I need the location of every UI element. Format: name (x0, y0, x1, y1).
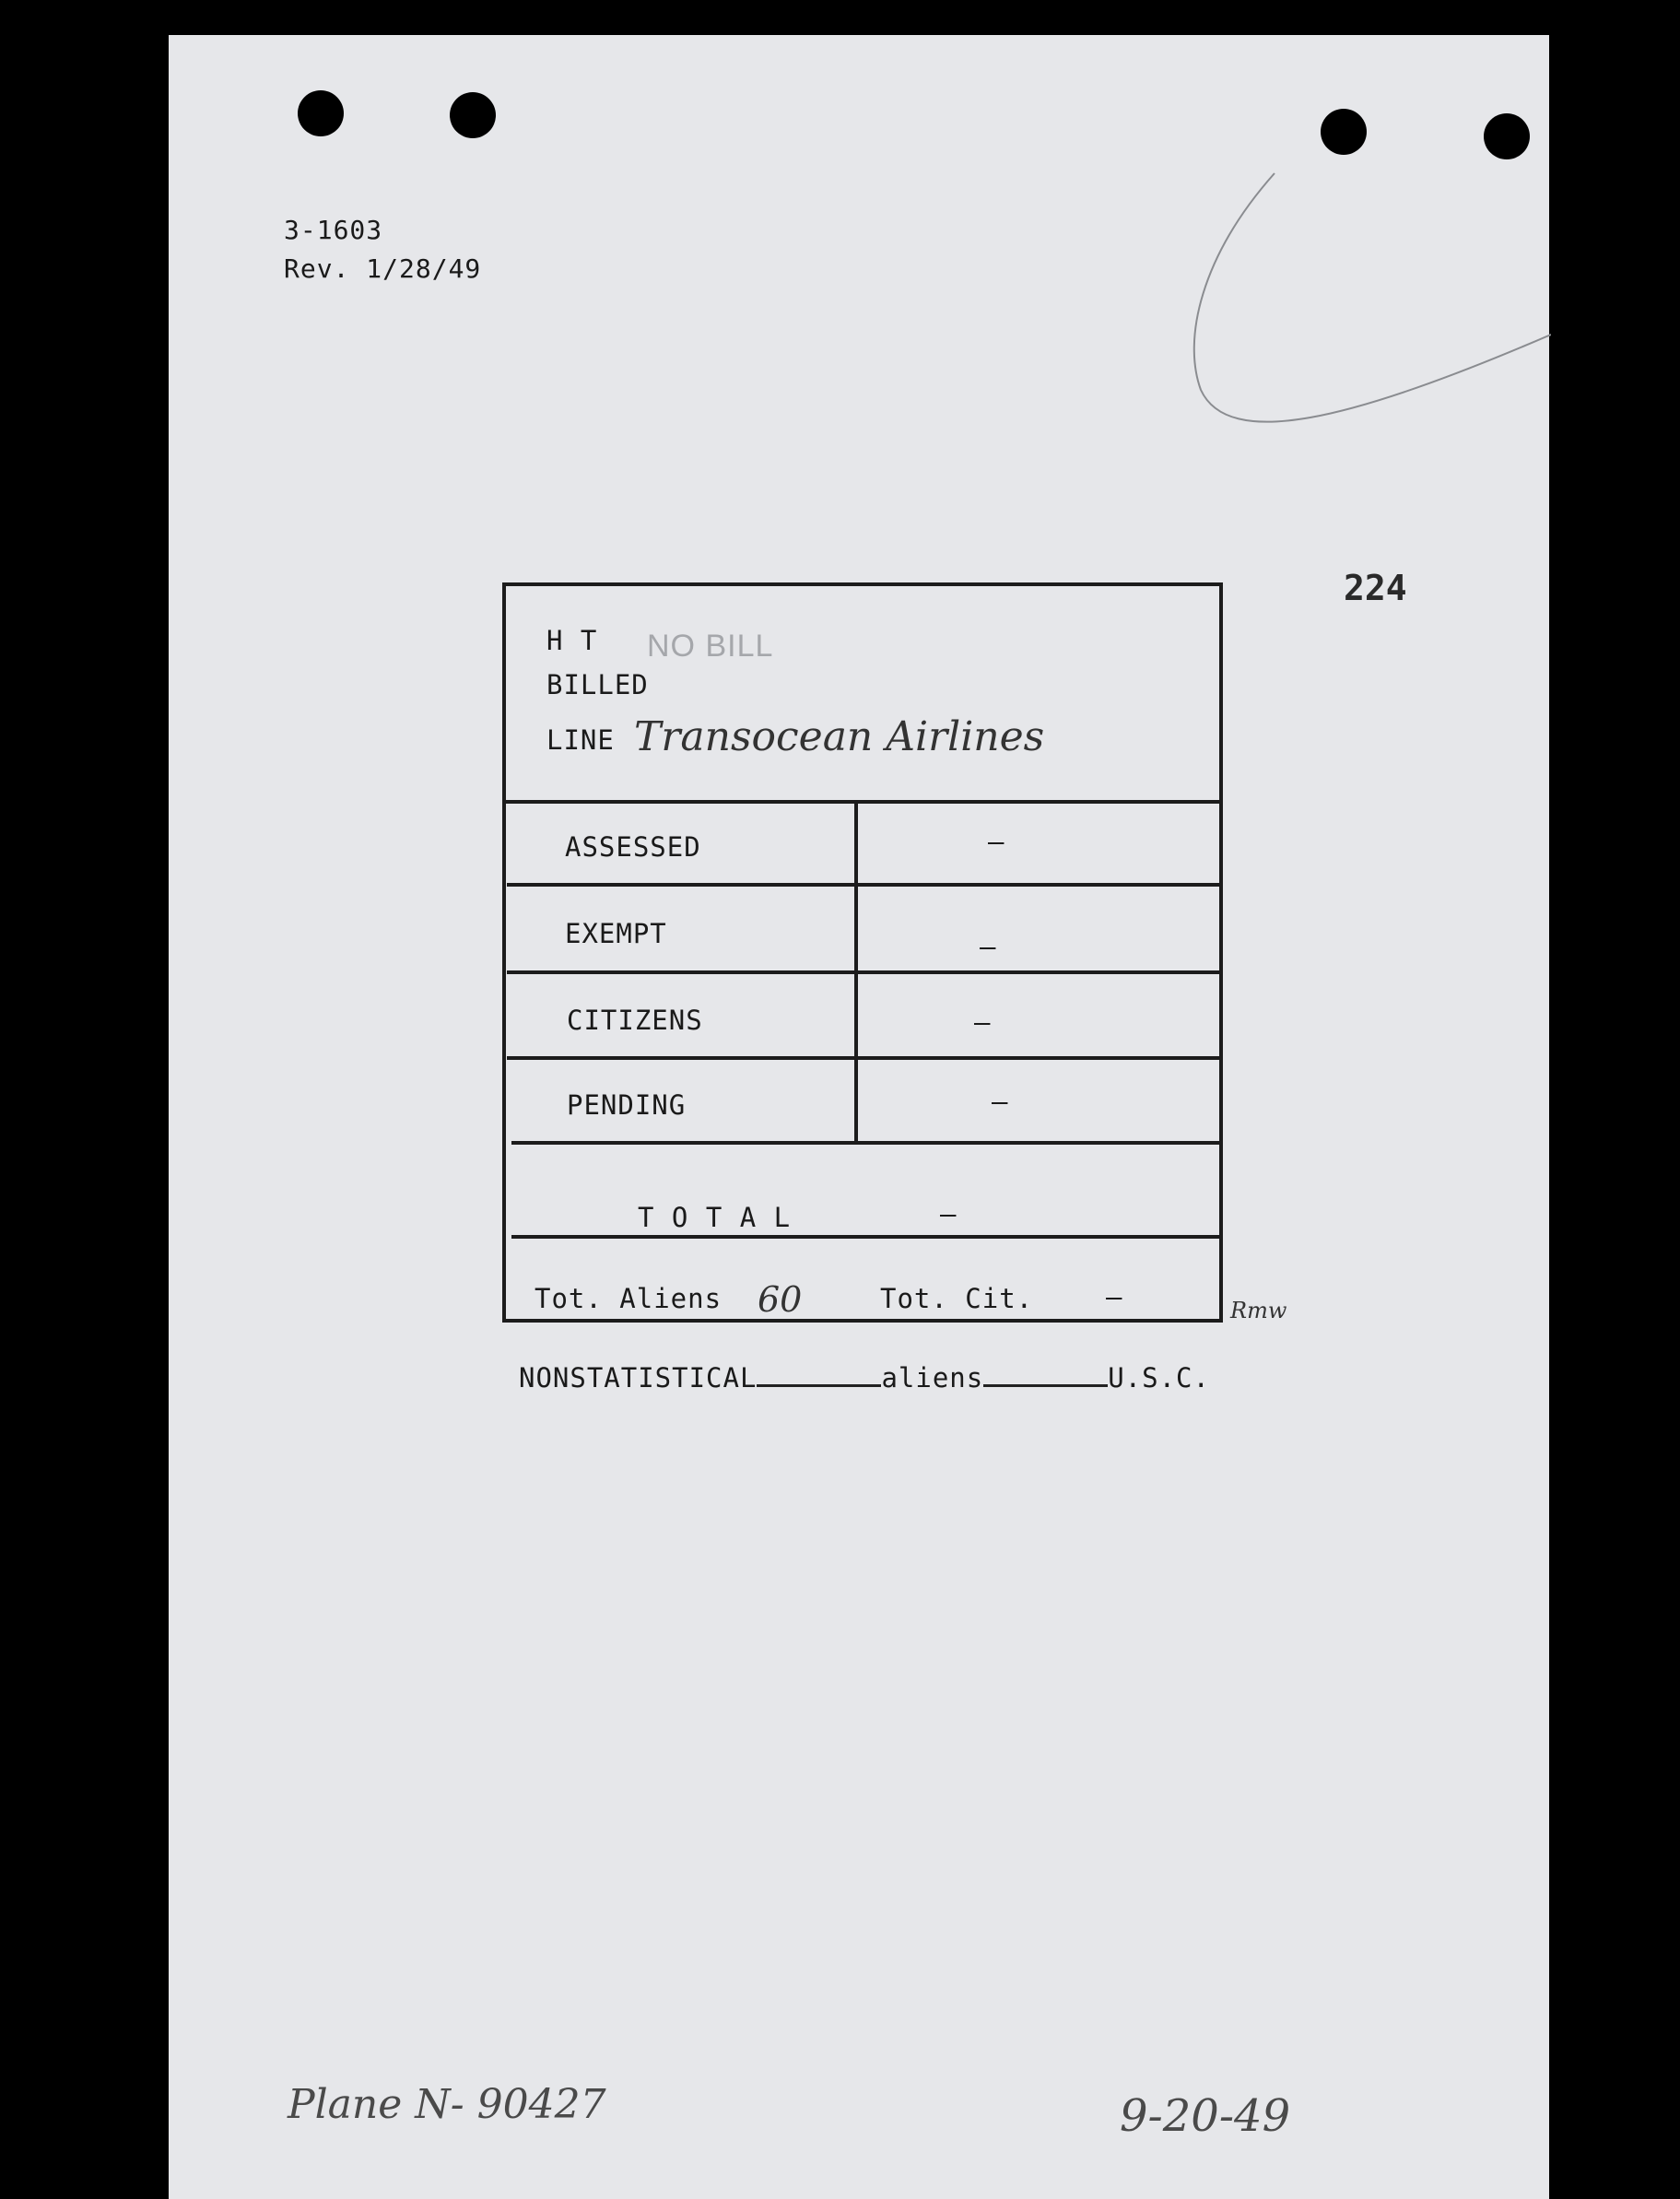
row-citizens-value: — (974, 1006, 992, 1038)
form-number: 3-1603 (284, 215, 383, 245)
table-column-divider (854, 802, 858, 1143)
no-bill-stamp: NO BILL (647, 629, 774, 664)
usc-label: U.S.C. (1108, 1362, 1210, 1393)
punch-hole-1 (298, 90, 344, 136)
page-number: 224 (1344, 568, 1407, 608)
total-value: — (940, 1198, 957, 1229)
plane-number-handwritten: Plane N- 90427 (288, 2081, 606, 2128)
punch-hole-4 (1484, 113, 1530, 159)
line-value-handwritten: Transocean Airlines (634, 713, 1045, 760)
nonstatistical-blank (757, 1364, 881, 1387)
table-divider (504, 800, 1223, 804)
tot-cit-label: Tot. Cit. (880, 1283, 1034, 1314)
row-pending-label: PENDING (567, 1089, 687, 1121)
table-divider (507, 1056, 1223, 1060)
row-assessed-label: ASSESSED (565, 831, 701, 863)
initials-handwritten: Rmw (1230, 1298, 1287, 1323)
punch-hole-3 (1321, 109, 1367, 155)
row-exempt-value: — (980, 931, 997, 962)
tot-cit-value: — (1106, 1281, 1123, 1312)
aliens-blank (983, 1364, 1108, 1387)
table-divider (507, 883, 1223, 887)
row-pending-value: — (992, 1086, 1009, 1117)
total-label: T O T A L (638, 1202, 792, 1233)
aliens-label: aliens (881, 1362, 984, 1393)
table-divider (507, 970, 1223, 974)
pencil-curve-mark (1164, 155, 1551, 487)
punch-hole-2 (450, 92, 496, 138)
form-revision: Rev. 1/28/49 (284, 253, 482, 284)
row-assessed-value: — (988, 826, 1005, 857)
ht-label: H T (546, 625, 598, 656)
table-divider (511, 1235, 1223, 1239)
billed-label: BILLED (546, 669, 649, 700)
line-label: LINE (546, 724, 615, 756)
row-citizens-label: CITIZENS (567, 1005, 703, 1036)
table-divider (511, 1141, 1223, 1145)
date-handwritten: 9-20-49 (1120, 2090, 1291, 2142)
tot-aliens-label: Tot. Aliens (535, 1283, 723, 1314)
tot-aliens-value: 60 (758, 1279, 803, 1320)
row-exempt-label: EXEMPT (565, 918, 667, 949)
nonstatistical-label: NONSTATISTICAL (519, 1362, 758, 1393)
nonstatistical-line (519, 1362, 1210, 1393)
